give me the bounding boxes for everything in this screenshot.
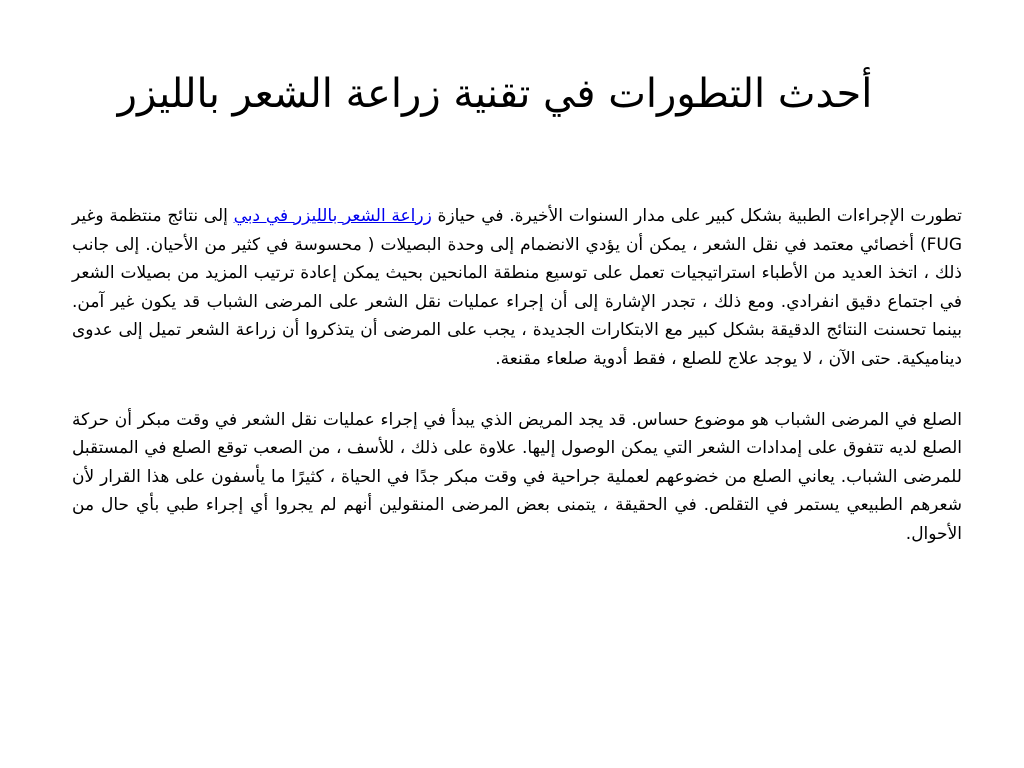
paragraph-2: الصلع في المرضى الشباب هو موضوع حساس. قد يجد المريض الذي يبدأ في إجراء عمليات نقل الشعر في وقت مبكر أن حركة الصلع لديه تتفوق على إمدادات الشعر التي يمكن الوصول إليها. علاوة على ذلك ، للأسف ، من الصعب توقع الصلع في المستقبل للمرضى الشباب. يعاني الصلع من خضوعهم لعملية جراحية في وقت مبكر جدًا في الحياة ، كثيرًا ما يأسفون على هذا القرار لأن شعرهم الطبيعي يستمر في التقلص. في الحقيقة ، يتمنى بعض المرضى المنقولين أنهم لم يجروا أي إجراء طبي بأي حال من الأحوال. [72, 409, 962, 544]
slide-body [72, 202, 962, 549]
paragraph-1 [72, 202, 962, 374]
paragraph-1-rest: إلى نتائج منتظمة وغير FUG) أخصائي معتمد في نقل الشعر ، يمكن أن يؤدي الانضمام إلى وحدة البصيلات ( محسوسة في كثير من الأحيان. إلى جانب ذلك ، اتخذ العديد من الأطباء استراتيجيات تعمل على توسيع منطقة المانحين بحيث يمكن إعادة ترتيب المزيد من بصيلات الشعر في اجتماع دقيق انفرادي. ومع ذلك ، تجدر الإشارة إلى أن إجراء عمليات نقل الشعر على المرضى الشباب قد يكون غير آمن. بينما تحسنت النتائج الدقيقة بشكل كبير مع الابتكارات الجديدة ، يجب على المرضى أن يتذكروا أن زراعة الشعر تميل إلى عدوى ديناميكية. حتى الآن ، لا يوجد علاج للصلع ، فقط أدوية صلعاء مقنعة. [72, 206, 962, 369]
laser-hair-transplant-dubai-link[interactable]: زراعة الشعر بالليزر في دبي [233, 206, 432, 226]
slide-title: أحدث التطورات في تقنية زراعة الشعر بالليزر [117, 71, 873, 117]
paragraph-1-intro: تطورت الإجراءات الطبية بشكل كبير على مدار السنوات الأخيرة. في حيازة [431, 206, 962, 226]
